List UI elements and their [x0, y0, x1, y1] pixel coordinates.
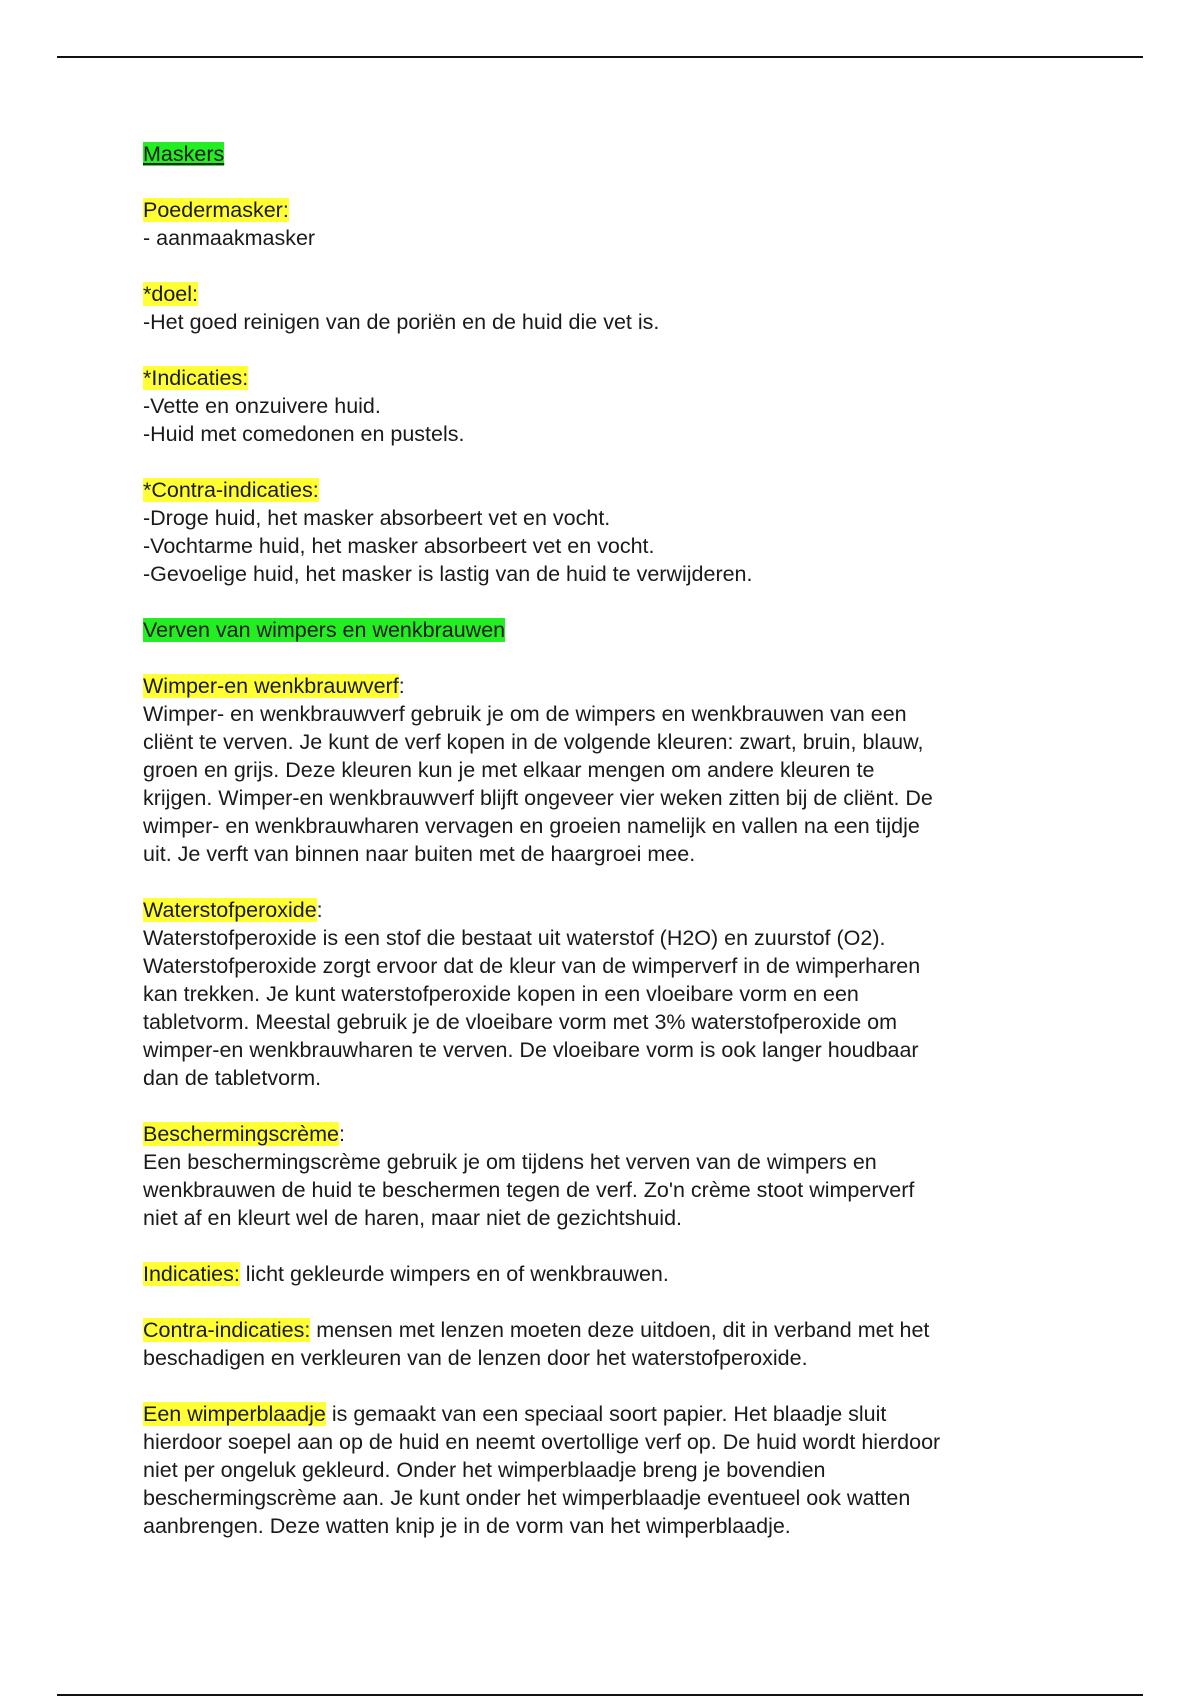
text-line: aanbrengen. Deze watten knip je in de vorm van het wimperblaadje.: [143, 1514, 791, 1538]
label-colon: :: [398, 674, 405, 698]
text-inline: licht gekleurde wimpers en of wenkbrauwen.: [239, 1262, 669, 1286]
text-inline: is gemaakt van een speciaal soort papier. Het blaadje sluit: [325, 1402, 887, 1426]
heading-maskers: Maskers: [143, 142, 225, 166]
label-wenkbrauwverf: Wimper-en wenkbrauwverf: [143, 674, 399, 698]
text-line: uit. Je verft van binnen naar buiten met de haargroei mee.: [143, 842, 696, 866]
label-wimperblaadje: Een wimperblaadje: [143, 1402, 326, 1426]
label-colon: :: [316, 898, 323, 922]
text-line: Waterstofperoxide zorgt ervoor dat de kleur van de wimperverf in de wimperharen: [143, 954, 921, 978]
text-line: -Vochtarme huid, het masker absorbeert vet en vocht.: [143, 534, 655, 558]
text-inline: mensen met lenzen moeten deze uitdoen, dit in verband met het: [310, 1318, 930, 1342]
document-body: [143, 140, 1063, 1540]
top-rule: [57, 56, 1143, 58]
text-line: - aanmaakmasker: [143, 226, 316, 250]
text-line: hierdoor soepel aan op de huid en neemt overtollige verf op. De huid wordt hierdoor: [143, 1430, 941, 1454]
text-line: wenkbrauwen de huid te beschermen tegen de verf. Zo'n crème stoot wimperverf: [143, 1178, 915, 1202]
label-beschermingscreme: Beschermingscrème: [143, 1122, 339, 1146]
text-line: kan trekken. Je kunt waterstofperoxide kopen in een vloeibare vorm en een: [143, 982, 859, 1006]
heading-verven: Verven van wimpers en wenkbrauwen: [143, 618, 506, 642]
text-line: -Het goed reinigen van de poriën en de huid die vet is.: [143, 310, 660, 334]
text-line: niet af en kleurt wel de haren, maar niet de gezichtshuid.: [143, 1206, 683, 1230]
text-line: -Vette en onzuivere huid.: [143, 394, 381, 418]
text-line: groen en grijs. Deze kleuren kun je met elkaar mengen om andere kleuren te: [143, 758, 875, 782]
label-poedermasker: Poedermasker:: [143, 198, 289, 222]
text-line: wimper- en wenkbrauwharen vervagen en groeien namelijk en vallen na een tijdje: [143, 814, 920, 838]
text-line: -Gevoelige huid, het masker is lastig van de huid te verwijderen.: [143, 562, 753, 586]
label-doel: *doel:: [143, 282, 198, 306]
text-line: dan de tabletvorm.: [143, 1066, 322, 1090]
text-line: niet per ongeluk gekleurd. Onder het wimperblaadje breng je bovendien: [143, 1458, 826, 1482]
text-line: Waterstofperoxide is een stof die bestaat uit waterstof (H2O) en zuurstof (O2).: [143, 926, 886, 950]
text-line: beschermingscrème aan. Je kunt onder het wimperblaadje eventueel ook watten: [143, 1486, 911, 1510]
text-line: -Droge huid, het masker absorbeert vet en vocht.: [143, 506, 611, 530]
text-line: Een beschermingscrème gebruik je om tijdens het verven van de wimpers en: [143, 1150, 877, 1174]
label-waterstofperoxide: Waterstofperoxide: [143, 898, 317, 922]
text-line: -Huid met comedonen en pustels.: [143, 422, 465, 446]
text-line: Wimper- en wenkbrauwverf gebruik je om de wimpers en wenkbrauwen van een: [143, 702, 907, 726]
label-colon: :: [338, 1122, 345, 1146]
label-indicaties: *Indicaties:: [143, 366, 249, 390]
label-contra-indicaties: *Contra-indicaties:: [143, 478, 319, 502]
bottom-rule: [57, 1694, 1143, 1696]
text-line: cliënt te verven. Je kunt de verf kopen in de volgende kleuren: zwart, bruin, blauw,: [143, 730, 924, 754]
label-indicaties-2: Indicaties:: [143, 1262, 240, 1286]
label-contra-indicaties-2: Contra-indicaties:: [143, 1318, 311, 1342]
text-line: tabletvorm. Meestal gebruik je de vloeibare vorm met 3% waterstofperoxide om: [143, 1010, 898, 1034]
text-line: beschadigen en verkleuren van de lenzen door het waterstofperoxide.: [143, 1346, 808, 1370]
text-line: wimper-en wenkbrauwharen te verven. De vloeibare vorm is ook langer houdbaar: [143, 1038, 919, 1062]
text-line: krijgen. Wimper-en wenkbrauwverf blijft ongeveer vier weken zitten bij de cliënt. De: [143, 786, 933, 810]
